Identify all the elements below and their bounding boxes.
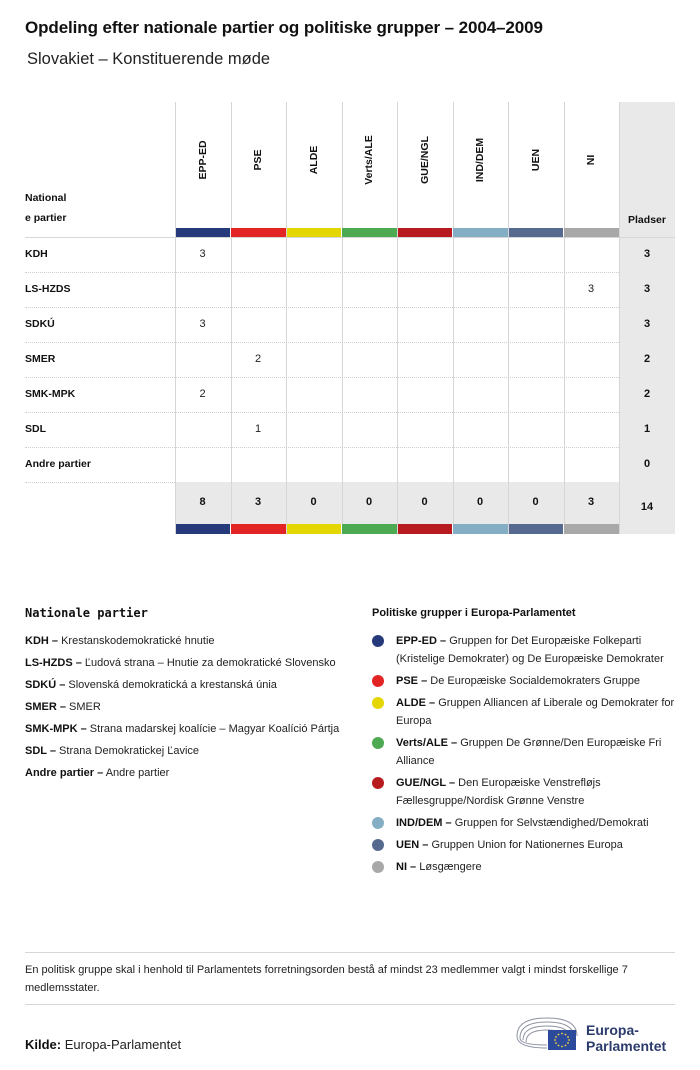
group-color-bar-bottom — [231, 524, 286, 534]
national-parties-legend — [25, 606, 345, 786]
legend-abbr: GUE/NGL – — [396, 777, 456, 789]
group-color-dot-icon — [372, 675, 384, 687]
group-header-inddem — [453, 102, 508, 228]
legend-abbr: SDL – — [25, 745, 56, 757]
group-color-dot-icon — [372, 817, 384, 829]
table-cell: 3 — [587, 283, 595, 295]
header-divider — [25, 237, 675, 238]
group-total-cell: 0 — [421, 496, 428, 508]
row-label-party: Andre partier — [25, 458, 91, 470]
logo-line2: Parlamentet — [586, 1038, 667, 1054]
group-total-cell: 0 — [365, 496, 373, 508]
legend-abbr: ALDE – — [396, 697, 436, 709]
legend-abbr: LS-HZDS – — [25, 657, 82, 669]
european-parliament-logo-icon — [514, 1014, 580, 1054]
group-header-label: ALDE — [307, 145, 320, 175]
table-cell: 3 — [199, 318, 206, 330]
logo-line1: Europa- — [586, 1022, 639, 1038]
row-seat-total: 2 — [643, 388, 651, 400]
legend-abbr: KDH – — [25, 635, 59, 647]
logo-wordmark — [586, 1022, 666, 1054]
legend-abbr: SMK-MPK – — [25, 723, 87, 735]
group-color-dot-icon — [372, 737, 384, 749]
group-color-bar-top — [509, 228, 564, 237]
group-color-bar-top — [287, 228, 342, 237]
group-header-label: UEN — [529, 148, 542, 172]
legend-name: Strana madarskej koalície – Magyar Koalíció Pártja — [89, 723, 340, 735]
group-color-bar-top — [453, 228, 508, 237]
national-party-legend-entry — [25, 698, 345, 716]
row-seat-total: 0 — [643, 458, 651, 470]
group-color-bar-top — [564, 228, 619, 237]
group-total-cell: 0 — [476, 496, 484, 508]
row-divider — [25, 412, 619, 413]
row-divider — [25, 377, 619, 378]
row-label-party: SMK-MPK — [25, 388, 76, 400]
table-cell: 3 — [199, 248, 206, 260]
group-color-bar-top — [398, 228, 453, 237]
row-divider — [25, 342, 619, 343]
page-subtitle: Slovakiet – Konstituerende møde — [27, 50, 271, 68]
group-total-cell: 3 — [587, 496, 595, 508]
political-group-legend-entry — [372, 734, 677, 770]
group-total-cell: 8 — [199, 496, 206, 508]
legend-name: Strana Demokratickej Ľavice — [59, 745, 200, 757]
legend-abbr: Andre partier – — [25, 767, 104, 779]
group-header-label: IND/DEM — [474, 137, 486, 183]
seats-header: Pladser — [628, 214, 666, 226]
page-title: Opdeling efter nationale partier og politiske grupper – 2004–2009 — [25, 18, 543, 37]
group-color-bar-top — [231, 228, 286, 237]
legend-abbr: SDKÚ – — [25, 679, 66, 691]
group-header-alde — [286, 102, 341, 228]
row-seat-total: 3 — [643, 283, 651, 295]
legend-name: Den Europæiske Venstrefløjs Fællesgruppe/Nordisk Grønne Venstre — [396, 777, 601, 807]
legend-name: Løsgængere — [419, 861, 482, 873]
group-header-ni — [564, 102, 619, 228]
legend-abbr: IND/DEM – — [396, 817, 452, 829]
legend-name: SMER — [69, 701, 101, 713]
table-cell: 1 — [254, 423, 262, 435]
group-header-pse — [231, 102, 286, 228]
group-header-label: PSE — [252, 149, 264, 171]
political-group-legend-entry — [372, 814, 677, 832]
table-cell: 2 — [199, 388, 206, 400]
group-color-bar-top — [176, 228, 231, 237]
group-header-label: GUE/NGL — [418, 136, 431, 184]
political-group-legend-entry — [372, 632, 677, 668]
political-groups-legend — [372, 607, 677, 880]
row-label-party: LS-HZDS — [25, 283, 71, 295]
source-line — [25, 1037, 181, 1052]
legend-name: Krestanskodemokratické hnutie — [61, 635, 215, 647]
row-seat-total: 3 — [643, 248, 651, 260]
legend-abbr: PSE – — [396, 675, 428, 687]
group-total-cell: 3 — [254, 496, 262, 508]
group-color-dot-icon — [372, 697, 384, 709]
row-seat-total: 3 — [643, 318, 651, 330]
row-seat-total: 1 — [643, 423, 651, 435]
group-header-label: NI — [585, 154, 597, 166]
legend-abbr: Verts/ALE – — [396, 737, 458, 749]
group-color-dot-icon — [372, 635, 384, 647]
seat-distribution-table — [25, 102, 675, 534]
legend-name: Slovenská demokratická a krestanská únia — [68, 679, 277, 691]
group-color-dot-icon — [372, 777, 384, 789]
national-parties-header — [25, 188, 66, 228]
grand-total-seats: 14 — [640, 501, 654, 513]
political-group-legend-entry — [372, 836, 677, 854]
european-parliament-logo — [514, 1014, 679, 1058]
group-total-cell: 0 — [532, 496, 539, 508]
national-parties-header-line1: National — [25, 192, 67, 204]
group-header-vertsale — [342, 102, 397, 228]
footnote-divider-top — [25, 952, 675, 953]
legend-name: Gruppen for Det Europæiske Folkeparti (Kristelige Demokrater) og De Europæiske Demokrater — [396, 635, 664, 665]
group-color-bar-top — [342, 228, 397, 237]
legend-name: Gruppen Union for Nationernes Europa — [431, 839, 623, 851]
legend-name: Ľudová strana – Hnutie za demokratické Slovensko — [84, 657, 336, 669]
legend-name: De Europæiske Socialdemokraters Gruppe — [430, 675, 640, 687]
national-parties-header-line2: e partier — [25, 212, 67, 224]
national-parties-legend-title: Nationale partier — [25, 606, 148, 620]
footnote-divider-bottom — [25, 1004, 675, 1005]
group-color-dot-icon — [372, 839, 384, 851]
row-label-party: SDKÚ — [25, 318, 55, 330]
group-header-guengl — [397, 102, 452, 228]
table-cell: 2 — [254, 353, 262, 365]
legend-name: Andre partier — [105, 767, 170, 779]
group-header-label: Verts/ALE — [363, 135, 375, 185]
group-color-bar-bottom — [287, 524, 342, 534]
group-color-dot-icon — [372, 861, 384, 873]
row-divider — [25, 272, 619, 273]
group-color-bar-bottom — [509, 524, 564, 534]
group-header-uen — [508, 102, 563, 228]
political-groups-legend-title: Politiske grupper i Europa-Parlamentet — [372, 607, 576, 619]
national-party-legend-entry — [25, 720, 345, 738]
row-label-party: KDH — [25, 248, 48, 260]
national-party-legend-entry — [25, 654, 345, 672]
row-divider — [25, 307, 619, 308]
source-value: Europa-Parlamentet — [64, 1037, 182, 1052]
national-party-legend-entry — [25, 764, 345, 782]
national-party-legend-entry — [25, 632, 345, 650]
legend-abbr: UEN – — [396, 839, 429, 851]
legend-abbr: EPP-ED – — [396, 635, 447, 647]
legend-abbr: SMER – — [25, 701, 66, 713]
group-header-epped — [175, 102, 230, 228]
group-color-bar-bottom — [398, 524, 453, 534]
political-group-legend-entry — [372, 694, 677, 730]
row-seat-total: 2 — [643, 353, 651, 365]
row-divider — [25, 482, 175, 483]
group-total-cell: 0 — [310, 496, 317, 508]
group-color-bar-bottom — [176, 524, 231, 534]
legend-name: Gruppen De Grønne/Den Europæiske Fri Alliance — [396, 737, 662, 767]
footnote: En politisk gruppe skal i henhold til Parlamentets forretningsorden bestå af mindst 23 medlemmer valgt i mindst forskellige 7 medlemsstater. — [25, 964, 628, 994]
national-party-legend-entry — [25, 742, 345, 760]
political-group-legend-entry — [372, 858, 677, 876]
legend-name: Gruppen for Selvstændighed/Demokrati — [454, 817, 649, 829]
political-group-legend-entry — [372, 774, 677, 810]
group-header-label: EPP-ED — [196, 140, 209, 180]
row-label-party: SDL — [25, 423, 46, 435]
row-divider — [25, 447, 619, 448]
group-color-bar-bottom — [453, 524, 508, 534]
national-party-legend-entry — [25, 676, 345, 694]
political-group-legend-entry — [372, 672, 677, 690]
row-label-party: SMER — [25, 353, 56, 365]
legend-abbr: NI – — [396, 861, 417, 873]
group-color-bar-bottom — [564, 524, 619, 534]
legend-name: Gruppen Alliancen af Liberale og Demokrater for Europa — [396, 697, 675, 727]
group-color-bar-bottom — [342, 524, 397, 534]
source-label: Kilde: — [25, 1037, 62, 1052]
